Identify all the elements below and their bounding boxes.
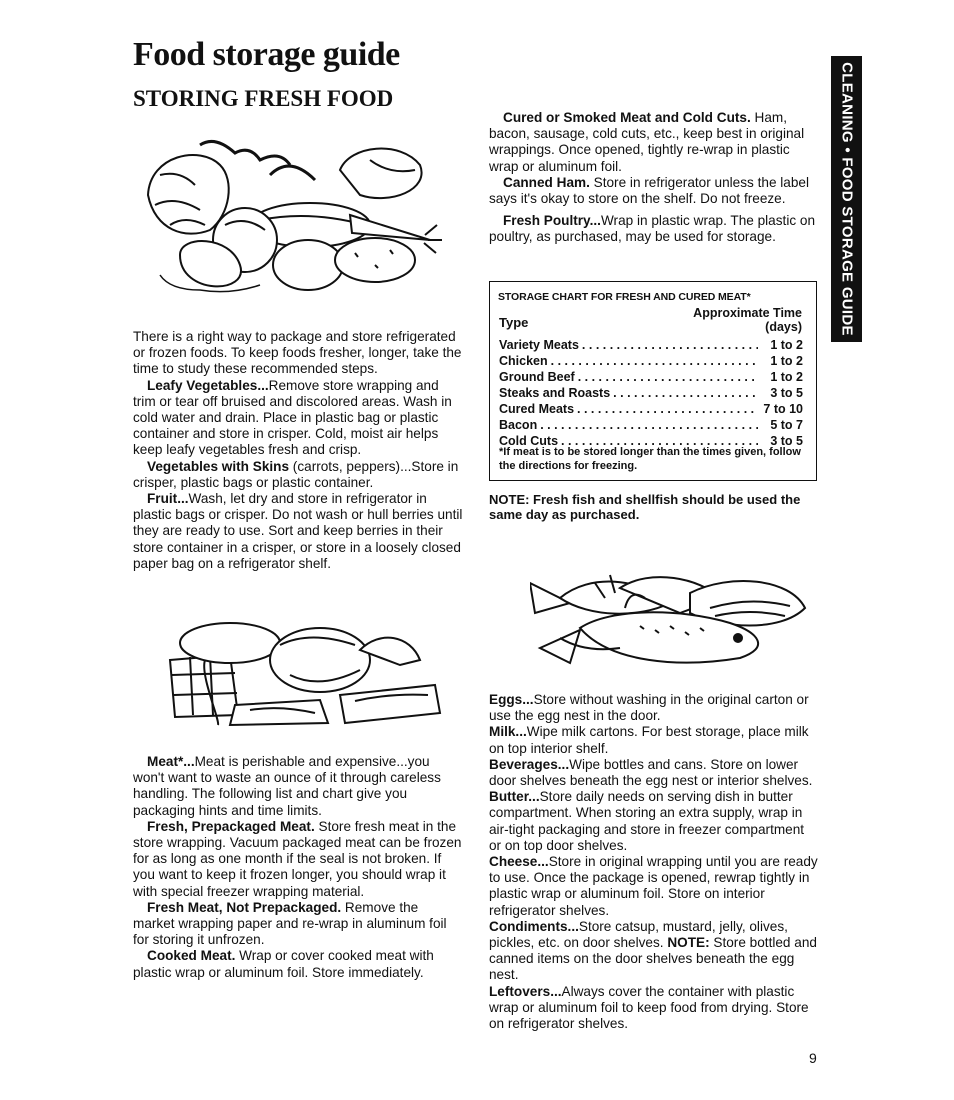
paragraph-lead: Meat*... [147, 754, 195, 769]
section-subtitle: STORING FRESH FOOD [133, 86, 394, 111]
paragraph-text: Always cover the container with plastic wrap or aluminum foil to keep food from drying. Store on refrigerator shelves. [489, 983, 809, 1032]
paragraph-condiments [489, 919, 819, 984]
table-row [499, 401, 803, 417]
meats-illustration [160, 605, 455, 730]
paragraph-text: Store daily needs on serving dish in butter compartment. When storing an extra supply, wrap in air-tight packaging and store in freezer compartment or on top door shelves. [489, 789, 805, 853]
paragraph-beverages [489, 757, 819, 789]
dot-leader [613, 385, 758, 401]
paragraph-text: Meat is perishable and expensive...you won't want to waste an ounce of it through careless handling. The following list and chart give you packaging hints and time limits. [133, 754, 441, 818]
row-days: 3 to 5 [770, 434, 803, 448]
paragraph-text: Wash, let dry and store in refrigerator in plastic bags or crisper. Do not wash or hull berries until they are ready to use. Sort and keep berries in their store container in a crisper, or store in a loosely closed paper bag on a refrigerator shelf. [133, 491, 463, 571]
paragraph-text: (carrots, peppers)...Store in crisper, plastic bags or plastic container. [133, 458, 459, 490]
page-number: 9 [809, 1050, 817, 1066]
paragraph-text: Remove store wrapping and trim or tear off bruised and discolored areas. Wash in cold water and drain. Place in plastic bag or plastic container and store in crisper. Cold, moist air helps keep leafy vegetables fresh and crisp. [133, 377, 452, 458]
paragraph-fresh-poultry [489, 213, 819, 245]
paragraph-lead: Fresh Meat, Not Prepackaged. [147, 899, 342, 915]
paragraph-text: Store without washing in the original carton or use the egg nest in the door. [489, 692, 809, 724]
row-type: Cold Cuts [499, 434, 559, 448]
paragraph-text: Wrap or cover cooked meat with plastic wrap or aluminum foil. Store immediately. [133, 948, 434, 980]
paragraph-lead: Fruit... [147, 491, 189, 507]
paragraph-leafy-vegetables [133, 378, 463, 459]
dot-leader [578, 369, 758, 385]
storage-chart-time-header-line1: Approximate Time [693, 306, 802, 320]
paragraph-lead: Cheese... [489, 854, 549, 870]
paragraph-text: Wipe bottles and cans. Store on lower door shelves beneath the egg nest or interior shelves. [489, 756, 813, 789]
paragraph-text: Store bottled and canned items on the door shelves beneath the egg nest. [489, 935, 817, 983]
paragraph-lead: Leftovers... [489, 983, 562, 999]
row-type: Cured Meats [499, 402, 575, 416]
paragraph-vegetables-with-skins [133, 459, 463, 491]
paragraph-cooked-meat [133, 948, 463, 980]
table-row [499, 369, 803, 385]
paragraph-fresh-prepackaged-meat [133, 819, 463, 900]
paragraph-fresh-meat-not-prepackaged [133, 900, 463, 949]
paragraph-text: Store catsup, mustard, jelly, olives, pickles, etc. on door shelves. [489, 918, 788, 951]
side-tab-label: CLEANING • FOOD STORAGE GUIDE [838, 62, 855, 336]
paragraph-lead: Fresh, Prepackaged Meat. [147, 818, 315, 834]
paragraph-leftovers [489, 984, 819, 1033]
paragraph-text: Store in original wrapping until you are ready to use. Once the package is opened, rewrap tightly in plastic wrap or aluminum foil. Store on interior refrigerator shelves. [489, 854, 818, 918]
paragraph-text: Wrap in plastic wrap. The plastic on poultry, as purchased, may be used for storage. [489, 213, 816, 245]
paragraph-milk [489, 724, 819, 756]
paragraph-text: There is a right way to package and store refrigerated or frozen foods. To keep foods fresher, longer, take the time to study these recommended steps. [133, 329, 462, 377]
paragraph-lead: Fresh Poultry... [503, 213, 601, 229]
storage-chart-type-header: Type [499, 315, 529, 330]
page-title: Food storage guide [133, 36, 400, 73]
paragraph-text: Wipe milk cartons. For best storage, place milk on top interior shelf. [489, 724, 809, 756]
row-days: 5 to 7 [770, 418, 803, 432]
paragraph-lead: Eggs... [489, 692, 534, 707]
left-column-bottom [133, 754, 463, 981]
dot-leader [577, 401, 758, 417]
paragraph-intro [133, 329, 463, 378]
dot-leader [582, 337, 758, 353]
row-type: Steaks and Roasts [499, 386, 611, 400]
paragraph-lead: Condiments... [489, 918, 579, 934]
paragraph-lead: Canned Ham. [503, 174, 590, 190]
row-type: Chicken [499, 354, 548, 368]
vegetables-illustration [140, 135, 445, 300]
fish-note: NOTE: Fresh fish and shellfish should be used the same day as purchased. [489, 492, 801, 522]
paragraph-butter [489, 789, 819, 854]
paragraph-lead: Leafy Vegetables... [147, 377, 269, 393]
row-days: 1 to 2 [770, 370, 803, 384]
row-days: 1 to 2 [770, 338, 803, 352]
storage-chart-rows [499, 337, 803, 449]
paragraph-lead: Beverages... [489, 756, 570, 772]
storage-chart-time-header-line2: (days) [765, 320, 802, 334]
paragraph-text: Ham, bacon, sausage, cold cuts, etc., keep best in original wrappings. Once opened, tightly re-wrap in plastic wrap or aluminum foil. [489, 110, 805, 174]
paragraph-text: Store fresh meat in the store wrapping. Vacuum packaged meat can be frozen for as long as one month if the seal is not broken. If you want to keep it frozen longer, you should wrap it with special freezer wrapping material. [133, 818, 462, 899]
storage-chart-title: STORAGE CHART FOR FRESH AND CURED MEAT* [498, 291, 751, 303]
table-row [499, 353, 803, 369]
right-column-bottom [489, 692, 819, 1032]
dot-leader [551, 353, 758, 369]
table-row [499, 385, 803, 401]
fish-illustration [530, 568, 810, 673]
paragraph-eggs [489, 692, 819, 724]
paragraph-lead: Milk... [489, 724, 527, 740]
row-days: 3 to 5 [770, 386, 803, 400]
paragraph-text: Store in refrigerator unless the label says it's okay to store on the shelf. Do not freeze. [489, 174, 810, 207]
paragraph-cured-meat [489, 110, 819, 175]
storage-chart-time-header [693, 306, 802, 334]
left-column-top [133, 329, 463, 572]
side-tab [831, 56, 862, 342]
paragraph-text: Remove the market wrapping paper and re-wrap in aluminum foil for storing it unfrozen. [133, 899, 447, 948]
paragraph-cheese [489, 854, 819, 919]
table-row [499, 337, 803, 353]
storage-chart-footnote: *If meat is to be stored longer than the times given, follow the directions for freezing. [499, 446, 801, 472]
paragraph-canned-ham [489, 175, 819, 207]
paragraph-lead: Cooked Meat. [147, 948, 236, 964]
row-type: Bacon [499, 418, 538, 432]
paragraph-fruit [133, 491, 463, 572]
row-type: Variety Meats [499, 338, 579, 352]
dot-leader [540, 417, 758, 433]
paragraph-meat [133, 754, 463, 819]
table-row [499, 417, 803, 433]
paragraph-lead: Butter... [489, 789, 540, 805]
paragraph-lead: Vegetables with Skins [147, 458, 290, 474]
row-days: 1 to 2 [770, 354, 803, 368]
row-type: Ground Beef [499, 370, 575, 384]
paragraph-note-lead: NOTE: [667, 935, 710, 951]
right-column-top [489, 110, 819, 246]
storage-chart [489, 281, 817, 481]
paragraph-lead: Cured or Smoked Meat and Cold Cuts. [503, 110, 751, 125]
row-days: 7 to 10 [763, 402, 803, 416]
